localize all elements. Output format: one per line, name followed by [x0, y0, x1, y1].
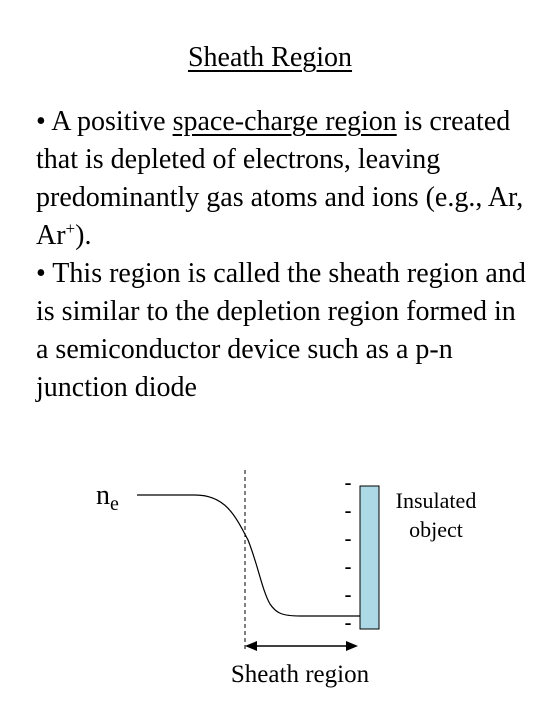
ion-charge-superscript: + — [65, 219, 76, 238]
negative-charge-mark: - — [344, 582, 352, 607]
sheath-region-label: Sheath region — [230, 661, 370, 688]
paragraph-1-end: ). — [75, 220, 92, 251]
density-subscript: e — [110, 493, 119, 515]
electron-density-label — [96, 480, 119, 515]
bullet-1: • — [36, 106, 46, 137]
paragraph-2-text: This region is called the sheath region and is similar to the depletion region formed in a semiconductor device such as a p-n junction diode — [36, 258, 526, 403]
negative-charge-mark: - — [344, 610, 352, 635]
negative-charge-mark: - — [344, 554, 352, 579]
object-label-line-2: object — [409, 517, 463, 542]
slide-title-text: Sheath Region — [187, 42, 353, 73]
space-charge-term: space-charge region — [172, 106, 397, 137]
insulated-object — [360, 486, 379, 629]
bullet-2: • — [36, 258, 46, 289]
paragraph-1-pre: A positive — [45, 106, 173, 137]
density-symbol: n — [96, 480, 110, 511]
paragraph-1-post: is created that is depleted of electrons, leaving predominantly gas atoms and ions (e.g., Ar, Ar — [36, 106, 524, 251]
negative-charge-mark: - — [344, 470, 352, 495]
insulated-object-label — [384, 486, 488, 544]
object-label-line-1: Insulated — [395, 488, 477, 513]
electron-density-curve — [137, 495, 360, 616]
negative-charge-mark: - — [344, 498, 352, 523]
negative-charge-mark: - — [344, 526, 352, 551]
